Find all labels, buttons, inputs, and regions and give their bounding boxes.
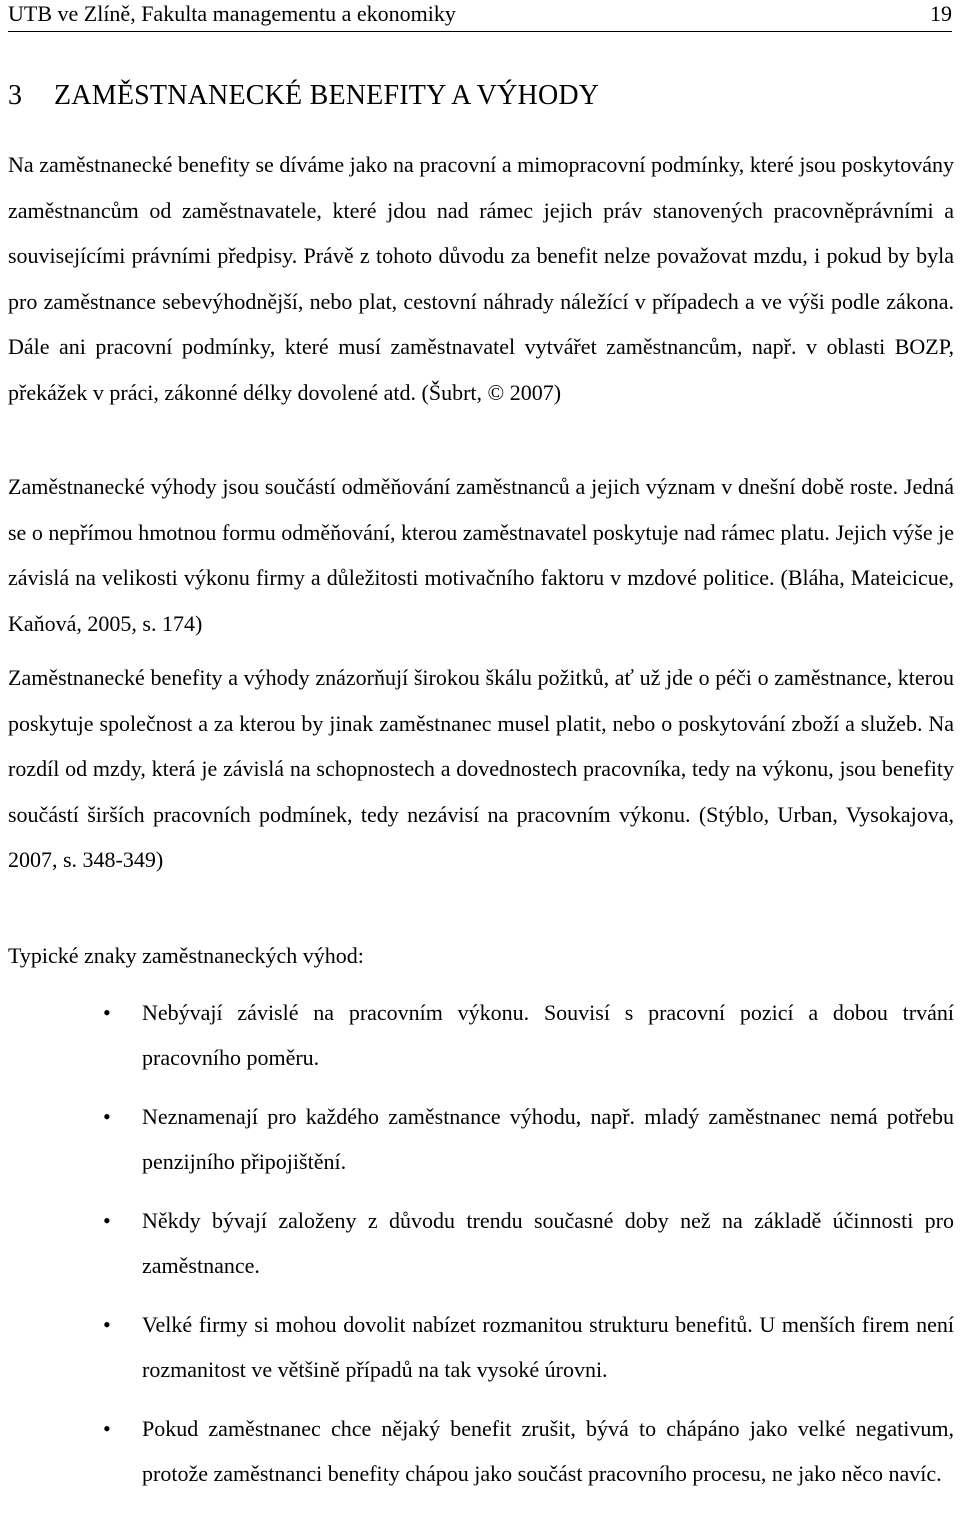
list-item bbox=[0, 1094, 954, 1184]
list-item bbox=[0, 990, 954, 1080]
paragraph-1: Na zaměstnanecké benefity se díváme jako na pracovní a mimopracovní podmínky, které jsou poskytovány zaměstnancům od zaměstnavatele, které jdou nad rámec jejich práv stanovených pracovněprávními a souvisejícími právními předpisy. Právě z tohoto důvodu za benefit nelze považovat mzdu, i pokud by byla pro zaměstnance sebevýhodnější, nebo plat, cestovní náhrady náležící v případech a ve výši podle zákona. Dále ani pracovní podmínky, které musí zaměstnavatel vytvářet zaměstnancům, např. v oblasti BOZP, překážek v práci, zákonné délky dovolené atd. (Šubrt, © 2007) bbox=[8, 152, 954, 405]
list-item bbox=[0, 1302, 954, 1392]
list-intro: Typické znaky zaměstnaneckých výhod: bbox=[8, 943, 364, 968]
list-item bbox=[0, 1406, 954, 1496]
list-item bbox=[0, 1198, 954, 1288]
header-page-number: 19 bbox=[930, 1, 952, 26]
list-item-text: Neznamenají pro každého zaměstnance výhodu, např. mladý zaměstnanec nemá potřebu penzijního připojištění. bbox=[142, 1104, 954, 1174]
bullet-icon: • bbox=[103, 1416, 111, 1441]
list-item-text: Pokud zaměstnanec chce nějaký benefit zrušit, bývá to chápáno jako velké negativum, protože zaměstnanci benefity chápou jako součást pracovního procesu, ne jako něco navíc. bbox=[142, 1416, 954, 1486]
list-item-text: Nebývají závislé na pracovním výkonu. Souvisí s pracovní pozicí a dobou trvání pracovního poměru. bbox=[142, 1000, 954, 1070]
list-item-text: Velké firmy si mohou dovolit nabízet rozmanitou strukturu benefitů. U menších firem není rozmanitost ve většině případů na tak vysoké úrovni. bbox=[142, 1312, 954, 1382]
chapter-heading bbox=[8, 78, 599, 114]
bullet-icon: • bbox=[103, 1208, 111, 1233]
header-title: UTB ve Zlíně, Fakulta managementu a ekonomiky bbox=[8, 1, 456, 26]
paragraph-3: Zaměstnanecké benefity a výhody znázorňují širokou škálu požitků, ať už jde o péči o zaměstnance, kterou poskytuje společnost a za kterou by jinak zaměstnanec musel platit, nebo o poskytování zboží a služeb. Na rozdíl od mzdy, která je závislá na schopnostech a dovednostech pracovníka, tedy na výkonu, jsou benefity součástí širších pracovních podmínek, tedy nezávisí na pracovním výkonu. (Stýblo, Urban, Vysokajova, 2007, s. 348-349) bbox=[8, 665, 954, 873]
list-item-text: Někdy bývají založeny z důvodu trendu současné doby než na základě účinnosti pro zaměstnance. bbox=[142, 1208, 954, 1278]
chapter-title: ZAMĚSTNANECKÉ BENEFITY A VÝHODY bbox=[54, 80, 600, 111]
chapter-number: 3 bbox=[8, 80, 23, 111]
paragraph-2: Zaměstnanecké výhody jsou součástí odměňování zaměstnanců a jejich význam v dnešní době roste. Jedná se o nepřímou hmotnou formu odměňování, kterou zaměstnavatel poskytuje nad rámec platu. Jejich výše je závislá na velikosti výkonu firmy a důležitosti motivačního faktoru v mzdové politice. (Bláha, Mateicicue, Kaňová, 2005, s. 174) bbox=[8, 474, 954, 636]
bullet-icon: • bbox=[103, 1000, 111, 1025]
bullet-icon: • bbox=[103, 1312, 111, 1337]
running-header bbox=[8, 0, 952, 32]
features-list bbox=[0, 990, 960, 1510]
bullet-icon: • bbox=[103, 1104, 111, 1129]
